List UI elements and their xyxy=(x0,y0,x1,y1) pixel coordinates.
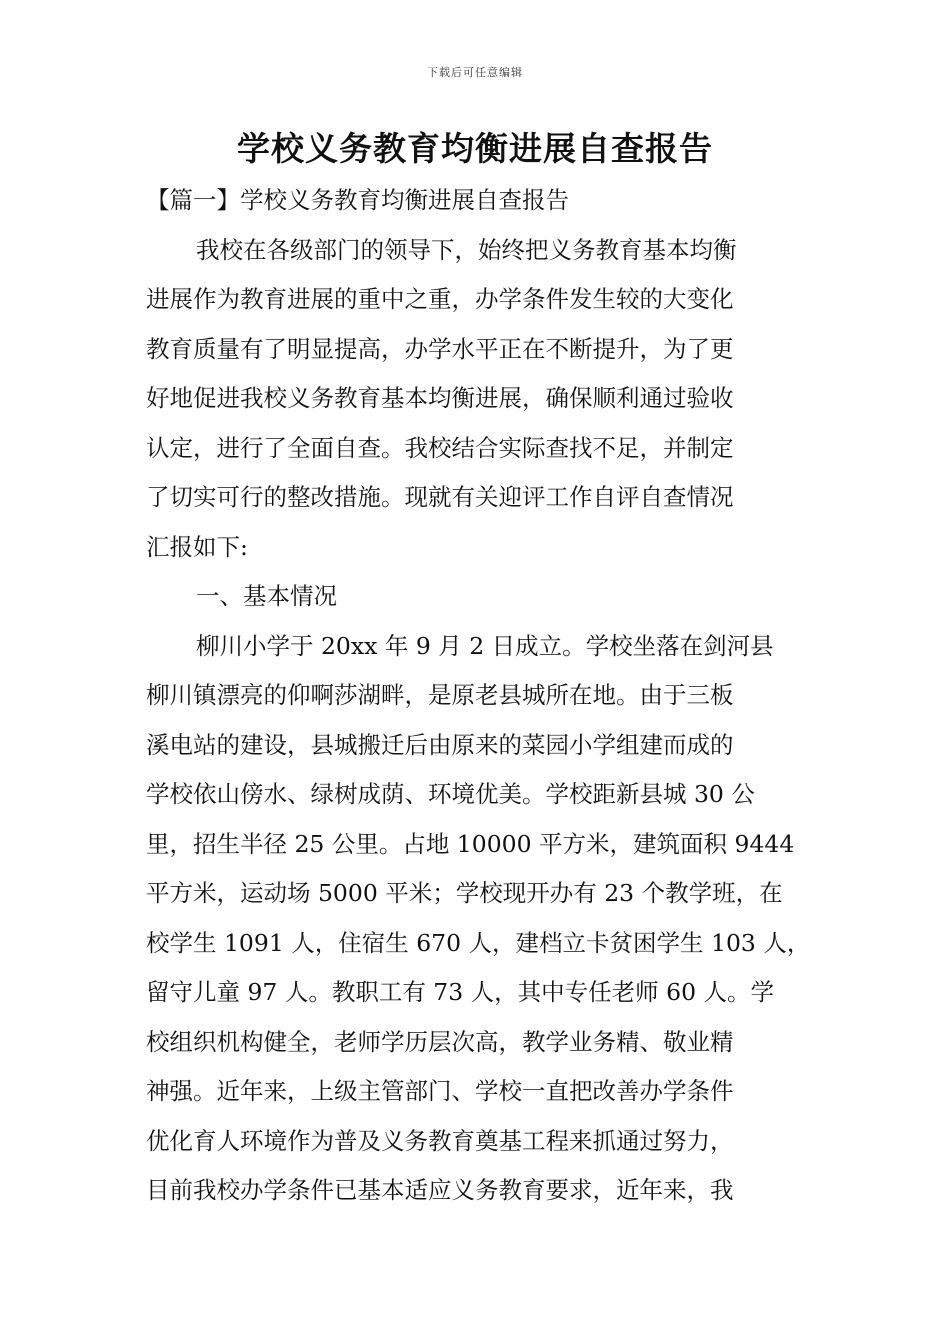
paragraph-line: 教育质量有了明显提高，办学水平正在不断提升，为了更 xyxy=(146,334,734,363)
subheading: 一、基本情况 xyxy=(196,582,337,610)
paragraph-line: 认定，进行了全面自查。我校结合实际查找不足，并制定 xyxy=(146,433,734,462)
paragraph-line: 优化育人环境作为普及义务教育奠基工程来抓通过努力， xyxy=(146,1126,734,1155)
paragraph-line: 神强。近年来，上级主管部门、学校一直把改善办学条件 xyxy=(146,1077,734,1105)
header-note: 下载后可任意编辑 xyxy=(427,66,523,79)
paragraph-line: 我校在各级部门的领导下，始终把义务教育基本均衡 xyxy=(196,235,737,264)
paragraph-line: 校组织机构健全，老师学历层次高，教学业务精、敬业精 xyxy=(146,1027,734,1056)
paragraph-line: 汇报如下: xyxy=(146,532,248,561)
paragraph-line: 柳川小学于 20xx 年 9 月 2 日成立。学校坐落在剑河县 xyxy=(196,631,774,660)
document-body xyxy=(146,176,811,1216)
paragraph-line: 了切实可行的整改措施。现就有关迎评工作自评自查情况 xyxy=(146,483,734,511)
paragraph-line: 溪电站的建设，县城搬迁后由原来的菜园小学组建而成的 xyxy=(146,730,734,759)
section-label: 【篇一】学校义务教育均衡进展自查报告 xyxy=(146,186,569,214)
paragraph-line: 柳川镇漂亮的仰啊莎湖畔，是原老县城所在地。由于三板 xyxy=(146,681,734,709)
paragraph-line: 好地促进我校义务教育基本均衡进展，确保顺利通过验收 xyxy=(146,384,734,412)
document-title: 学校义务教育均衡进展自查报告 xyxy=(237,129,713,168)
paragraph-line: 里，招生半径 25 公里。占地 10000 平方米，建筑面积 9444 xyxy=(146,829,795,858)
paragraph-line: 平方米，运动场 5000 平米；学校现开办有 23 个教学班，在 xyxy=(146,879,783,907)
paragraph-line: 校学生 1091 人，住宿生 670 人，建档立卡贫困学生 103 人， xyxy=(146,928,811,957)
paragraph-line: 留守儿童 97 人。教职工有 73 人，其中专任老师 60 人。学 xyxy=(146,978,775,1006)
paragraph-line: 进展作为教育进展的重中之重，办学条件发生较的大变化 xyxy=(146,285,734,313)
paragraph-line: 目前我校办学条件已基本适应义务教育要求，近年来，我 xyxy=(146,1176,734,1204)
paragraph-line: 学校依山傍水、绿树成荫、环境优美。学校距新县城 30 公 xyxy=(146,780,755,808)
